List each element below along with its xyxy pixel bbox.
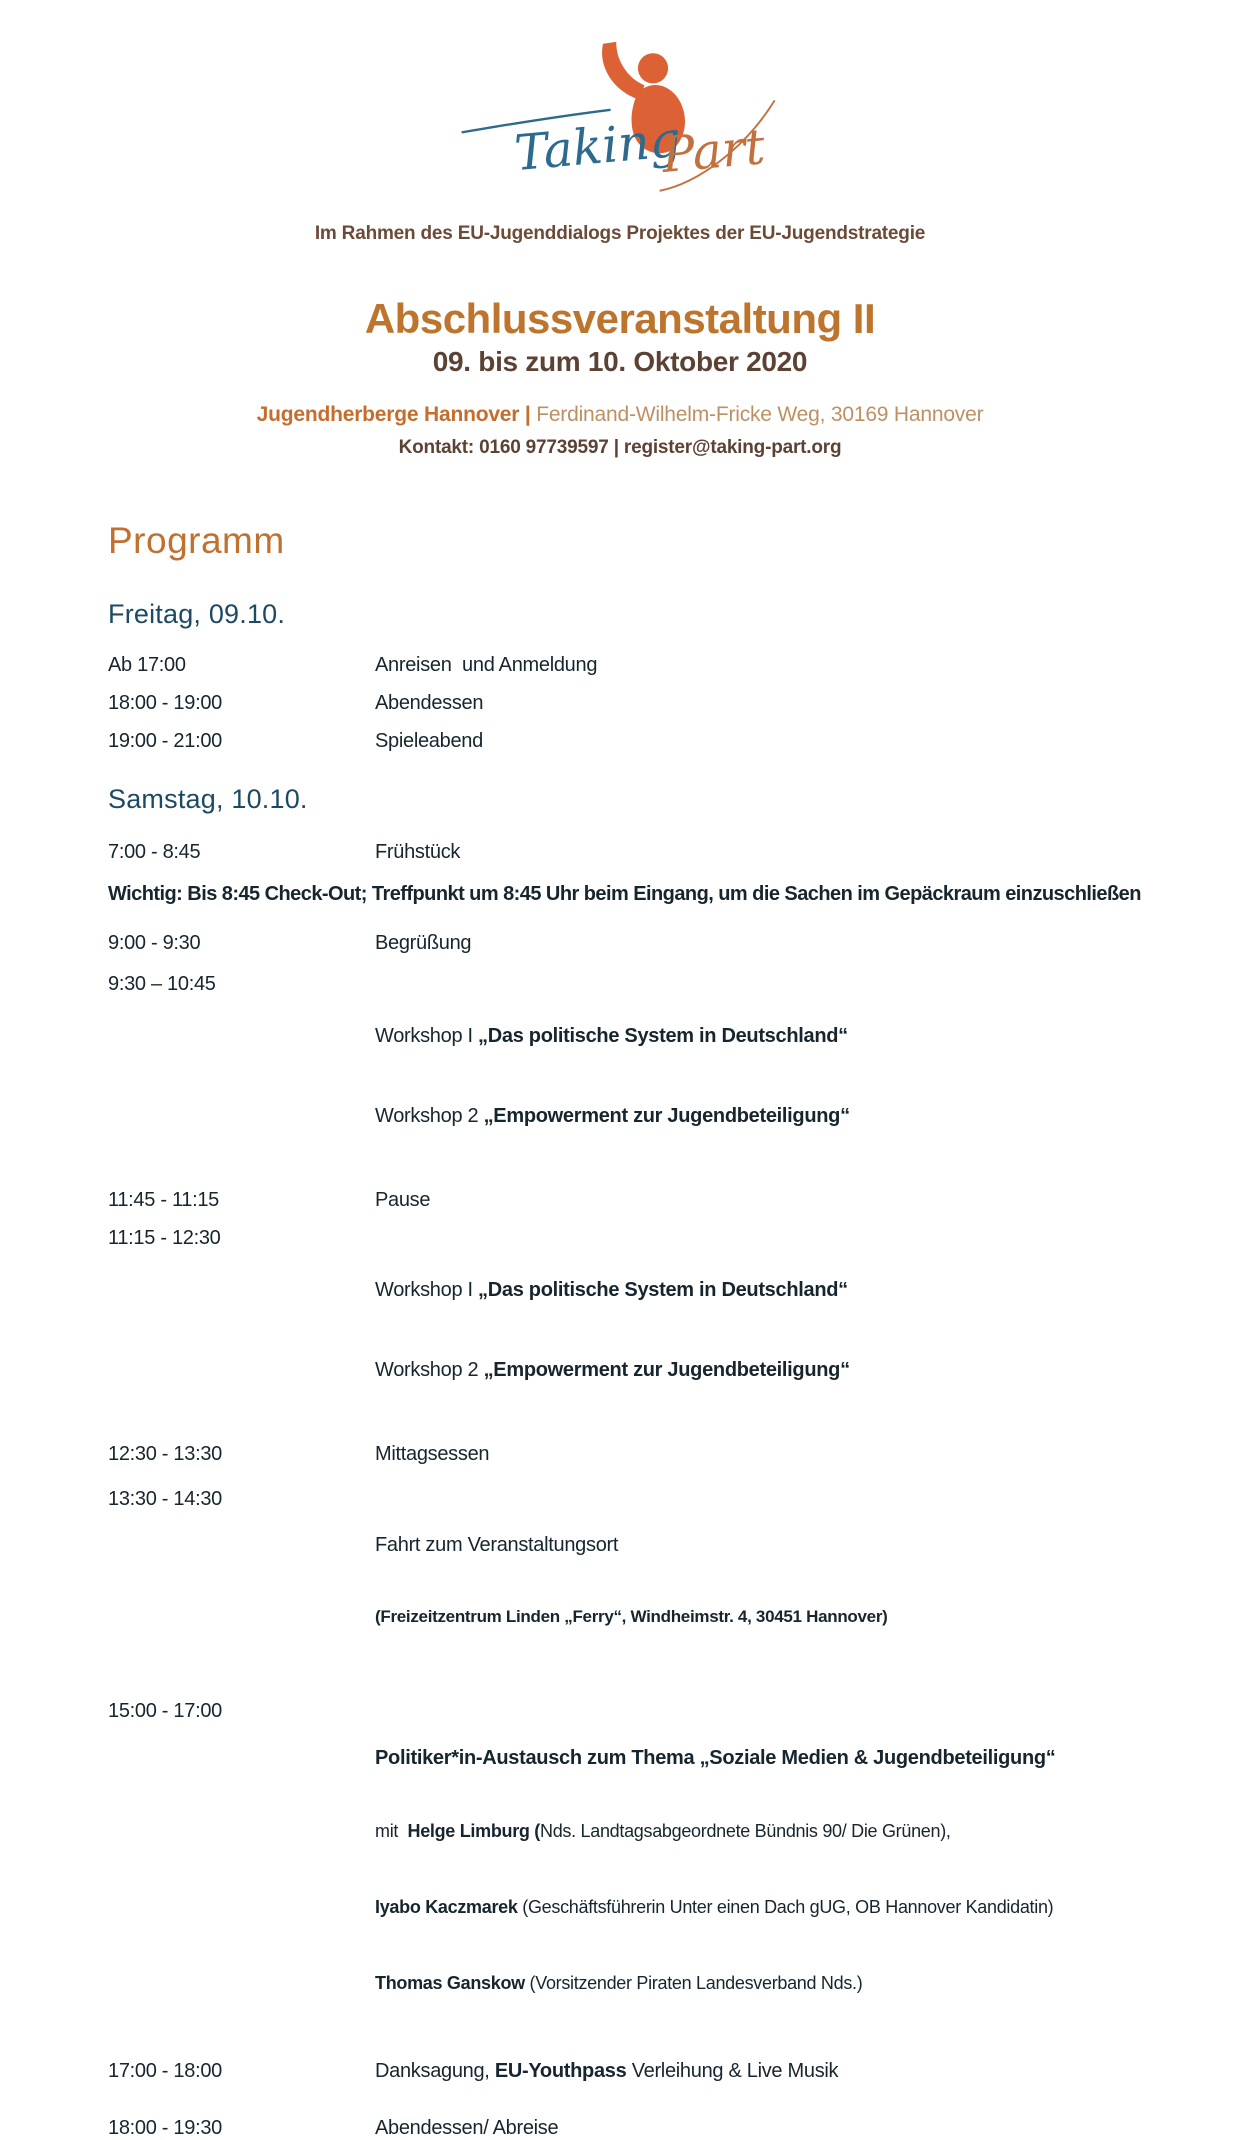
workshop-title: „Das politische System in Deutschland“ xyxy=(478,1025,848,1047)
schedule-row-thanks xyxy=(108,2060,1132,2083)
row-time: 11:45 - 11:15 xyxy=(108,1189,220,1211)
workshop-line-2 xyxy=(375,1353,850,1387)
thanks-text-end: Verleihung & Live Musik xyxy=(631,2060,839,2082)
event-title: Abschlussveranstaltung II xyxy=(364,295,876,342)
logo-word-taking: Taking xyxy=(512,109,684,183)
youthpass-text: EU-Youthpass xyxy=(494,2060,632,2082)
row-time: 18:00 - 19:30 xyxy=(108,2117,222,2139)
row-description: Spieleabend xyxy=(375,730,483,752)
schedule-row-workshops-morning xyxy=(108,973,1132,1179)
row-description xyxy=(375,2060,838,2083)
row-time: 13:30 - 14:30 xyxy=(108,1488,222,1510)
tagline: Im Rahmen des EU-Jugenddialogs Projektes der EU-Jugendstrategie xyxy=(314,223,926,244)
speaker-role: (Geschäftsführerin Unter einen Dach gUG, OB Hannover Kandidatin) xyxy=(522,1897,1054,1917)
schedule-row-breakfast xyxy=(108,841,1132,864)
event-date: 09. bis zum 10. Oktober 2020 xyxy=(432,346,808,377)
politicians-title: Politiker*in-Austausch zum Thema „Soziale Medien & Jugendbeteiligung“ xyxy=(375,1747,1056,1769)
program-heading: Programm xyxy=(108,520,285,561)
friday-schedule xyxy=(108,654,1132,753)
taking-part-logo-graphic xyxy=(455,40,785,205)
workshop-prefix: Workshop 2 xyxy=(375,1359,484,1381)
row-description xyxy=(375,973,850,1179)
row-time: 17:00 - 18:00 xyxy=(108,2060,222,2082)
contact-line: Kontakt: 0160 97739597 | register@taking-part.org xyxy=(398,437,842,458)
schedule-row-arrival xyxy=(108,654,1132,677)
row-time: 19:00 - 21:00 xyxy=(108,730,222,752)
checkout-notice: Wichtig: Bis 8:45 Check-Out; Treffpunkt um 8:45 Uhr beim Eingang, um die Sachen im Gepäckraum einzuschließen xyxy=(108,883,1141,905)
transfer-venue: (Freizeitzentrum Linden „Ferry“, Windheimstr. 4, 30451 Hannover) xyxy=(375,1607,888,1626)
workshop-prefix: Workshop I xyxy=(375,1279,479,1301)
row-time: 15:00 - 17:00 xyxy=(108,1700,222,1722)
speaker-line-1 xyxy=(375,1816,1056,1846)
schedule-row-lunch xyxy=(108,1443,1132,1466)
schedule-row-workshops-midday xyxy=(108,1227,1132,1433)
row-description xyxy=(375,1227,850,1433)
workshop-line-1 xyxy=(375,1019,850,1053)
row-description: Anreisen und Anmeldung xyxy=(375,654,598,676)
venue-line xyxy=(0,402,1240,428)
schedule-row-games xyxy=(108,730,1132,753)
row-time: 12:30 - 13:30 xyxy=(108,1443,222,1465)
workshop-line-1 xyxy=(375,1273,850,1307)
row-description: Pause xyxy=(375,1189,431,1211)
workshop-title: „Empowerment zur Jugendbeteiligung“ xyxy=(483,1105,850,1127)
row-description: Abendessen/ Abreise xyxy=(375,2117,559,2139)
row-time: 11:15 - 12:30 xyxy=(108,1227,221,1249)
venue-name: Jugendherberge Hannover | xyxy=(256,403,531,426)
workshop-title: „Empowerment zur Jugendbeteiligung“ xyxy=(483,1359,850,1381)
speaker-name: Helge Limburg ( xyxy=(407,1821,541,1841)
taking-part-logo xyxy=(0,40,1240,210)
workshop-prefix: Workshop I xyxy=(375,1025,479,1047)
speaker-role: Nds. Landtagsabgeordnete Bündnis 90/ Die Grünen), xyxy=(540,1821,951,1841)
schedule-row-dinner xyxy=(108,692,1132,715)
row-description: Begrüßung xyxy=(375,932,472,954)
thanks-text: Danksagung, xyxy=(375,2060,495,2082)
row-time: 7:00 - 8:45 xyxy=(108,841,201,863)
day-heading-friday: Freitag, 09.10. xyxy=(108,599,286,629)
schedule-row-politicians xyxy=(108,1700,1132,2044)
schedule-row-transfer xyxy=(108,1488,1132,1676)
row-description xyxy=(375,1488,888,1676)
schedule-row-welcome xyxy=(108,932,1132,955)
schedule-row-departure xyxy=(108,2117,1132,2140)
transfer-title: Fahrt zum Veranstaltungsort xyxy=(375,1534,619,1556)
workshop-prefix: Workshop 2 xyxy=(375,1105,484,1127)
row-time: 18:00 - 19:00 xyxy=(108,692,222,714)
speaker-role: (Vorsitzender Piraten Landesverband Nds.) xyxy=(529,1973,863,1993)
row-time: 9:30 – 10:45 xyxy=(108,973,216,995)
speaker-name: Thomas Ganskow xyxy=(375,1973,530,1993)
row-time: 9:00 - 9:30 xyxy=(108,932,201,954)
workshop-line-2 xyxy=(375,1099,850,1133)
row-description xyxy=(375,1700,1056,2044)
schedule-row-pause xyxy=(108,1189,1132,1212)
speaker-name: Iyabo Kaczmarek xyxy=(375,1897,523,1917)
speaker-line-2 xyxy=(375,1892,1056,1922)
workshop-title: „Das politische System in Deutschland“ xyxy=(478,1279,848,1301)
day-heading-saturday: Samstag, 10.10. xyxy=(108,784,308,814)
venue-address: Ferdinand-Wilhelm-Fricke Weg, 30169 Hannover xyxy=(530,403,984,426)
row-description: Mittagsessen xyxy=(375,1443,490,1465)
row-time: Ab 17:00 xyxy=(108,654,186,676)
row-description: Abendessen xyxy=(375,692,484,714)
logo-word-part: Part xyxy=(659,117,768,184)
saturday-schedule xyxy=(108,841,1141,2140)
speaker-line-3 xyxy=(375,1968,1056,1998)
speaker-prefix: mit xyxy=(375,1821,408,1841)
row-description: Frühstück xyxy=(375,841,461,863)
